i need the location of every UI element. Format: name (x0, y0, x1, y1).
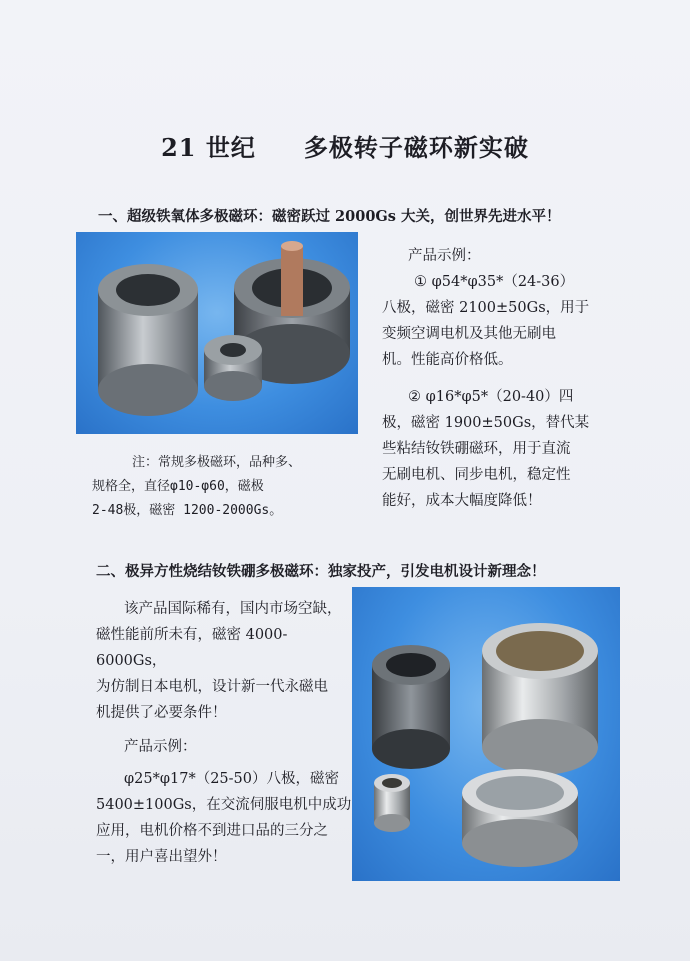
example-line: 应用，电机价格不到进口品的三分之 (96, 823, 328, 839)
intro-line: 磁性能前所未有，磁密 4000-6000Gs， (96, 627, 288, 669)
examples-label-2: 产品示例： (124, 739, 197, 755)
intro-line: 该产品国际稀有，国内市场空缺， (124, 601, 342, 617)
section1-note (92, 451, 344, 523)
ndfeb-rings-photo (352, 587, 620, 881)
example2-line: 些粘结钕铁硼磁环，用于直流 (382, 441, 571, 457)
example2-line: 能好，成本大幅度降低！ (382, 493, 542, 509)
page-title (0, 128, 690, 163)
note-line: 2-48极，磁密 1200-2000Gs。 (92, 503, 283, 518)
example1-line: 变频空调电机及其他无刷电 (382, 326, 556, 342)
section1-examples (408, 243, 628, 295)
title-main: 多极转子磁环新实破 (303, 133, 529, 162)
example2-line: 极，磁密 1900±50Gs，替代某 (382, 415, 590, 431)
example1-line: 八极，磁密 2100±50Gs，用于 (382, 300, 590, 316)
example2-line: 无刷电机、同步电机，稳定性 (382, 467, 571, 483)
example1-body (382, 295, 632, 373)
section2-heading: 二、极异方性烧结钕铁硼多极磁环：独家投产，引发电机设计新理念！ (96, 563, 546, 580)
title-century: 21 世纪 (161, 133, 256, 162)
example-line: 5400±100Gs，在交流伺服电机中成功 (96, 797, 352, 813)
note-line: 注：常规多极磁环，品种多、 (132, 455, 302, 470)
example1-line: 机。性能高价格低。 (382, 352, 513, 368)
example-line: 一，用户喜出望外！ (96, 849, 227, 865)
note-line: 规格全，直径φ10-φ60，磁极 (92, 479, 264, 494)
example2-body (382, 384, 632, 514)
example1-line: ① φ54*φ35*（24-36） (414, 274, 575, 290)
section2-examples (96, 734, 356, 870)
intro-line: 机提供了必要条件！ (96, 705, 227, 721)
ferrite-rings-photo (76, 232, 358, 434)
intro-line: 为仿制日本电机，设计新一代永磁电 (96, 679, 328, 695)
section1-heading: 一、超级铁氧体多极磁环：磁密跃过 2000Gs 大关，创世界先进水平！ (98, 208, 561, 225)
examples-label-1: 产品示例： (408, 248, 481, 264)
example-line: φ25*φ17*（25-50）八极，磁密 (124, 771, 340, 787)
section2-intro (96, 596, 356, 726)
example2-line: ② φ16*φ5*（20-40）四 (408, 389, 574, 405)
